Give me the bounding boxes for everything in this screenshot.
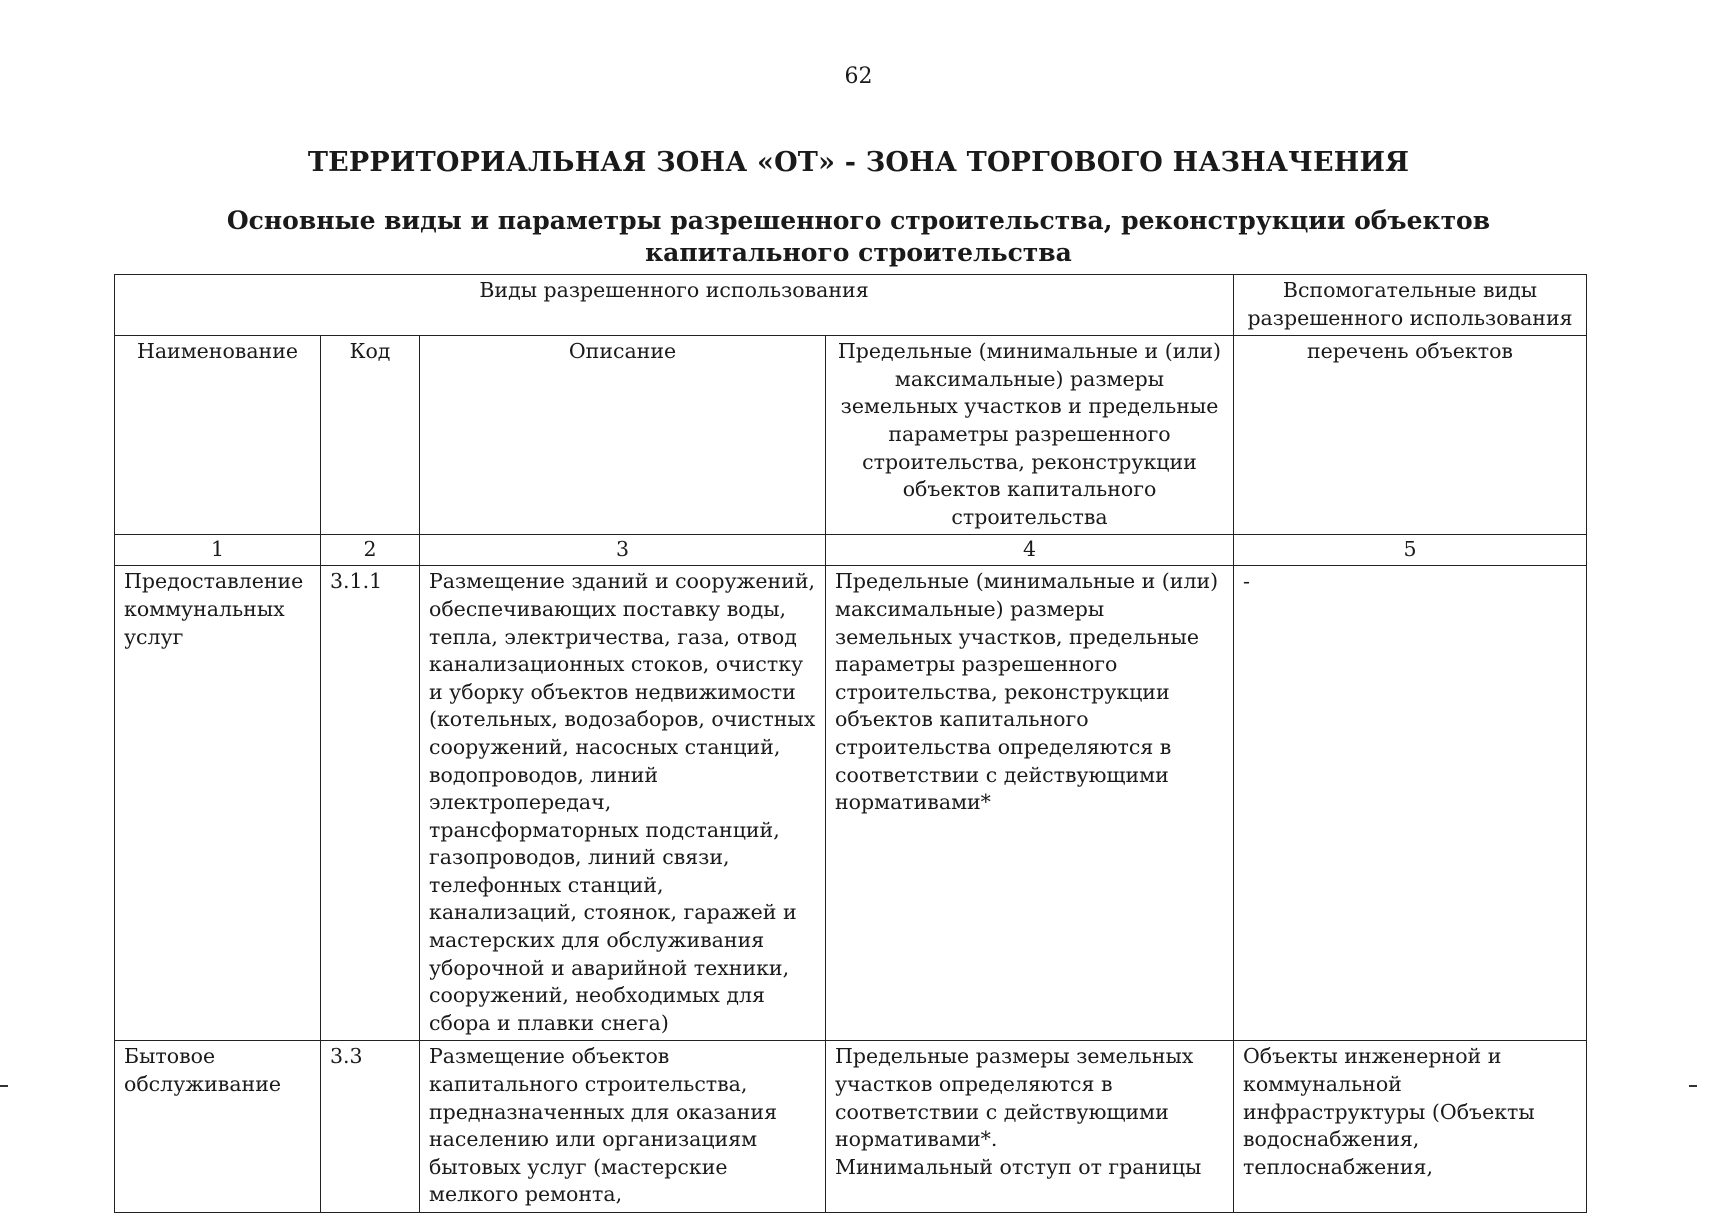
table-column-header-row xyxy=(115,336,1587,535)
row-parameters: Предельные (минимальные и (или) максимальные) размеры земельных участков, предельные параметры разрешенного строительства, реконструкции объектов капитального строительства определяются в соответствии с действующими нормативами* xyxy=(826,566,1234,1041)
row-name: Бытовое обслуживание xyxy=(115,1041,321,1213)
column-number: 5 xyxy=(1234,535,1587,566)
page-subtitle: Основные виды и параметры разрешенного строительства, реконструкции объектов капитального строительства xyxy=(226,206,1491,267)
row-name: Предоставление коммунальных услуг xyxy=(115,566,321,1041)
row-auxiliary: - xyxy=(1234,566,1587,1041)
column-number: 2 xyxy=(321,535,420,566)
row-code: 3.1.1 xyxy=(321,566,420,1041)
column-number: 1 xyxy=(115,535,321,566)
row-description: Размещение объектов капитального строительства, предназначенных для оказания населению или организациям бытовых услуг (мастерские мелкого ремонта, xyxy=(420,1041,826,1213)
column-header-description: Описание xyxy=(420,336,826,535)
column-number: 3 xyxy=(420,535,826,566)
group-header-aux: Вспомогательные виды разрешенного использования xyxy=(1234,275,1587,336)
table-group-header-row xyxy=(115,275,1587,336)
row-code: 3.3 xyxy=(321,1041,420,1213)
table-row xyxy=(115,1041,1587,1213)
table-row xyxy=(115,566,1587,1041)
row-parameters: Предельные размеры земельных участков определяются в соответствии с действующими нормативами*. Минимальный отступ от границы xyxy=(826,1041,1234,1213)
row-auxiliary: Объекты инженерной и коммунальной инфраструктуры (Объекты водоснабжения, теплоснабжения, xyxy=(1234,1041,1587,1213)
group-header-main: Виды разрешенного использования xyxy=(115,275,1234,336)
row-description: Размещение зданий и сооружений, обеспечивающих поставку воды, тепла, электричества, газа, отвод канализационных стоков, очистку и уборку объектов недвижимости (котельных, водозаборов, очистных сооружений, насосных станций, водопроводов, линий электропередач, трансформаторных подстанций, газопроводов, линий связи, телефонных станций, канализаций, стоянок, гаражей и мастерских для обслуживания уборочной и аварийной техники, сооружений, необходимых для сбора и плавки снега) xyxy=(420,566,826,1041)
column-header-name: Наименование xyxy=(115,336,321,535)
column-header-parameters: Предельные (минимальные и (или) максимальные) размеры земельных участков и предельные параметры разрешенного строительства, реконструкции объектов капитального строительства xyxy=(826,336,1234,535)
zoning-table xyxy=(114,274,1587,1213)
column-header-code: Код xyxy=(321,336,420,535)
page-number: 62 xyxy=(844,64,873,89)
column-number: 4 xyxy=(826,535,1234,566)
page-title: ТЕРРИТОРИАЛЬНАЯ ЗОНА «ОТ» - ЗОНА ТОРГОВОГО НАЗНАЧЕНИЯ xyxy=(307,147,1410,178)
table-column-number-row xyxy=(115,535,1587,566)
column-header-objects: перечень объектов xyxy=(1234,336,1587,535)
